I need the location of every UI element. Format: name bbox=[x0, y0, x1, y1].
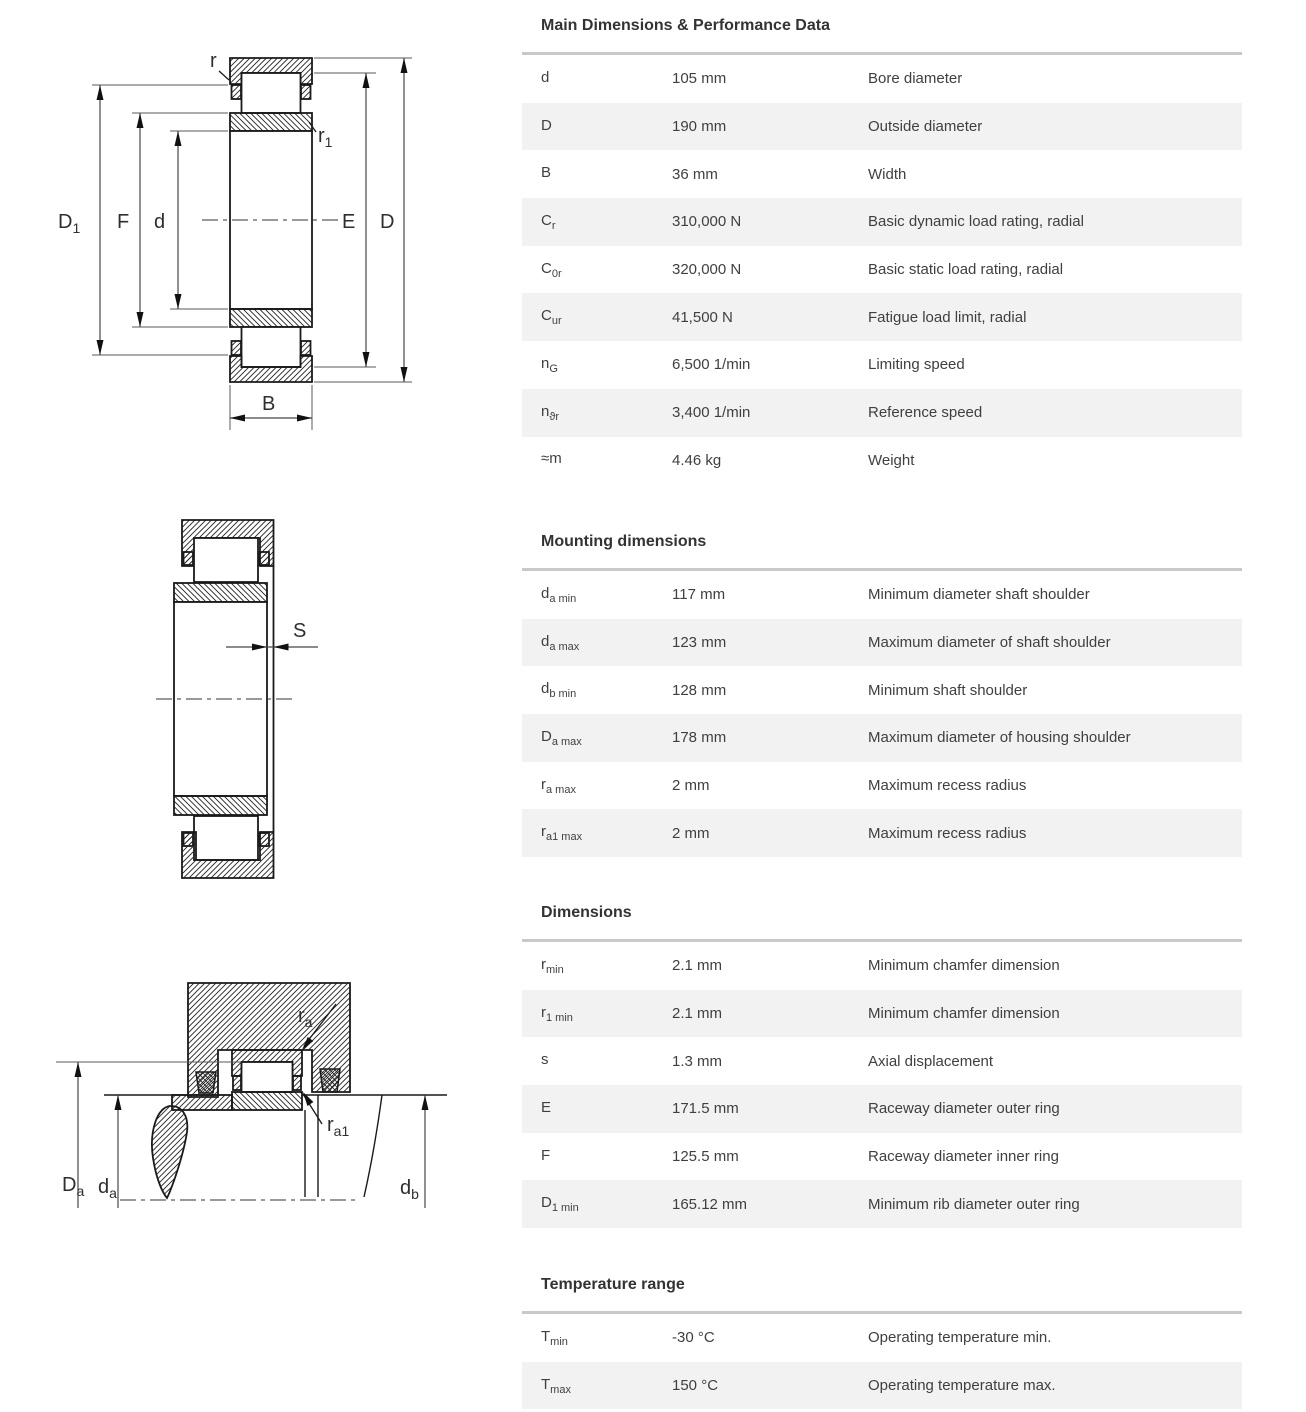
symbol-cell bbox=[541, 117, 672, 137]
value-cell: 2 mm bbox=[672, 824, 710, 842]
cage-right bbox=[293, 1076, 301, 1090]
spec-table-mounting bbox=[522, 571, 1242, 857]
description-cell: Basic static load rating, radial bbox=[868, 261, 1064, 279]
abutment-ring-left bbox=[196, 1072, 216, 1093]
table-row bbox=[522, 762, 1242, 810]
symbol-subscript: a max bbox=[549, 640, 580, 653]
symbol-subscript: 1 min bbox=[551, 1202, 579, 1215]
symbol-base: F bbox=[541, 1146, 551, 1164]
table-row bbox=[522, 1085, 1242, 1133]
dim-label-db: $d_b$ bbox=[400, 1177, 419, 1202]
description-cell: Minimum shaft shoulder bbox=[868, 681, 1028, 699]
dim-label-r1: $r_1$ bbox=[318, 125, 333, 150]
table-row bbox=[522, 942, 1242, 990]
description-cell: Bore diameter bbox=[868, 70, 963, 88]
technical-drawings bbox=[0, 0, 520, 1260]
value-cell: 1.3 mm bbox=[672, 1052, 723, 1070]
value-cell: 2.1 mm bbox=[672, 957, 723, 975]
table-row bbox=[522, 341, 1242, 389]
symbol-base: D bbox=[541, 1194, 552, 1212]
section-dimensions bbox=[522, 903, 1242, 1228]
value-cell: 171.5 mm bbox=[672, 1100, 739, 1118]
arrowhead bbox=[363, 73, 370, 88]
symbol-base: r bbox=[541, 955, 546, 973]
table-row bbox=[522, 571, 1242, 619]
table-row bbox=[522, 1180, 1242, 1228]
arrowhead bbox=[297, 415, 312, 422]
spec-table-dimensions bbox=[522, 942, 1242, 1228]
value-cell: 36 mm bbox=[672, 165, 718, 183]
value-cell: 125.5 mm bbox=[672, 1148, 739, 1166]
symbol-cell bbox=[541, 1099, 672, 1119]
symbol-cell bbox=[541, 1194, 672, 1214]
shaft-shoulder-section bbox=[172, 1095, 232, 1110]
dim-label-Da: $D_a$ bbox=[62, 1174, 85, 1199]
arrowhead bbox=[97, 85, 104, 100]
value-cell: 2 mm bbox=[672, 777, 710, 795]
dim-label-e: E bbox=[342, 211, 356, 233]
table-row bbox=[522, 809, 1242, 857]
symbol-base: r bbox=[541, 775, 546, 793]
symbol-cell bbox=[541, 450, 672, 470]
table-row bbox=[522, 198, 1242, 246]
section-title: Mounting dimensions bbox=[522, 532, 1242, 571]
mounting-diagram bbox=[56, 983, 447, 1208]
roller bbox=[242, 1062, 293, 1092]
value-cell: 4.46 kg bbox=[672, 451, 722, 469]
symbol-base: D bbox=[541, 727, 552, 745]
description-cell: Weight bbox=[868, 451, 915, 469]
dim-label-b: B bbox=[262, 393, 276, 415]
symbol-cell bbox=[541, 585, 672, 605]
symbol-subscript: min bbox=[550, 1335, 568, 1348]
roller-bottom bbox=[194, 816, 258, 860]
symbol-subscript: a max bbox=[551, 735, 582, 748]
arrowhead bbox=[363, 352, 370, 367]
section-title: Temperature range bbox=[522, 1275, 1242, 1314]
cage-right-top bbox=[301, 85, 311, 99]
dim-label-d: d bbox=[154, 211, 166, 233]
value-cell: 128 mm bbox=[672, 681, 727, 699]
symbol-base: B bbox=[541, 164, 552, 182]
symbol-subscript: ur bbox=[551, 315, 562, 328]
roller-top bbox=[194, 538, 258, 582]
table-row bbox=[522, 1314, 1242, 1362]
cage-right-bottom bbox=[301, 341, 311, 355]
symbol-base: d bbox=[541, 680, 550, 698]
description-cell: Width bbox=[868, 165, 907, 183]
inner-ring-top bbox=[174, 583, 267, 602]
table-row bbox=[522, 714, 1242, 762]
symbol-cell bbox=[541, 1004, 672, 1024]
description-cell: Outside diameter bbox=[868, 118, 983, 136]
dim-label-r: r bbox=[210, 50, 217, 72]
symbol-cell bbox=[541, 403, 672, 423]
dim-label-da: $d_a$ bbox=[98, 1176, 117, 1201]
description-cell: Reference speed bbox=[868, 404, 983, 422]
table-row bbox=[522, 293, 1242, 341]
symbol-cell bbox=[541, 1376, 672, 1396]
table-row bbox=[522, 619, 1242, 667]
description-cell: Raceway diameter inner ring bbox=[868, 1148, 1059, 1166]
symbol-base: d bbox=[541, 584, 550, 602]
value-cell: 41,500 N bbox=[672, 308, 733, 326]
arrowhead bbox=[137, 312, 144, 327]
description-cell: Fatigue load limit, radial bbox=[868, 308, 1027, 326]
symbol-base: d bbox=[541, 68, 550, 86]
shaft-profile-curve bbox=[364, 1095, 382, 1197]
section-mounting-dimensions bbox=[522, 532, 1242, 857]
table-row bbox=[522, 666, 1242, 714]
symbol-cell bbox=[541, 355, 672, 375]
symbol-subscript: G bbox=[549, 362, 558, 375]
dim-label-s: S bbox=[293, 620, 307, 642]
symbol-base: n bbox=[541, 402, 550, 420]
cage-right-top bbox=[260, 552, 270, 565]
cage-left bbox=[233, 1076, 241, 1090]
symbol-base: r bbox=[541, 1003, 546, 1021]
dim-label-D: D bbox=[380, 211, 395, 233]
arrowhead bbox=[97, 340, 104, 355]
arrowhead bbox=[175, 131, 182, 146]
inner-ring-top bbox=[230, 113, 312, 131]
table-row bbox=[522, 1362, 1242, 1410]
symbol-base: C bbox=[541, 259, 552, 277]
roller-bottom bbox=[242, 327, 301, 367]
spec-table-main bbox=[522, 55, 1242, 484]
description-cell: Axial displacement bbox=[868, 1052, 994, 1070]
description-cell: Operating temperature min. bbox=[868, 1329, 1052, 1347]
value-cell: 165.12 mm bbox=[672, 1195, 748, 1213]
value-cell: 190 mm bbox=[672, 118, 727, 136]
description-cell: Minimum diameter shaft shoulder bbox=[868, 586, 1090, 604]
section-title: Dimensions bbox=[522, 903, 1242, 942]
symbol-subscript: max bbox=[550, 1383, 571, 1396]
dim-label-ra: $r_a$ bbox=[298, 1005, 313, 1030]
symbol-subscript: r bbox=[551, 219, 556, 232]
value-cell: 3,400 1/min bbox=[672, 404, 751, 422]
arrowhead bbox=[137, 113, 144, 128]
symbol-cell bbox=[541, 1051, 672, 1071]
description-cell: Minimum chamfer dimension bbox=[868, 957, 1060, 975]
arrowhead bbox=[175, 294, 182, 309]
spec-table-temperature bbox=[522, 1314, 1242, 1409]
table-row bbox=[522, 1037, 1242, 1085]
symbol-subscript: a1 max bbox=[546, 831, 583, 844]
symbol-base: r bbox=[541, 823, 546, 841]
arrowhead bbox=[303, 1092, 313, 1106]
value-cell: 117 mm bbox=[672, 586, 726, 604]
symbol-base: d bbox=[541, 632, 550, 650]
value-cell: -30 °C bbox=[672, 1329, 715, 1347]
description-cell: Operating temperature max. bbox=[868, 1377, 1056, 1395]
section-title: Main Dimensions & Performance Data bbox=[522, 16, 1242, 55]
symbol-cell bbox=[541, 307, 672, 327]
inner-ring-bottom bbox=[174, 796, 267, 815]
symbol-base: T bbox=[541, 1375, 551, 1393]
symbol-subscript: 1 min bbox=[546, 1011, 573, 1024]
symbol-base: s bbox=[541, 1051, 549, 1069]
description-cell: Basic dynamic load rating, radial bbox=[868, 213, 1084, 231]
symbol-base: T bbox=[541, 1327, 551, 1345]
symbol-base: n bbox=[541, 354, 550, 372]
dim-label-f: F bbox=[117, 211, 130, 233]
arrowhead bbox=[422, 1095, 429, 1110]
value-cell: 150 °C bbox=[672, 1377, 719, 1395]
bearing-cross-section-diagram bbox=[58, 50, 412, 430]
abutment-ring-right bbox=[320, 1069, 340, 1092]
table-row bbox=[522, 150, 1242, 198]
symbol-subscript: min bbox=[546, 963, 564, 976]
cage-left-bottom bbox=[232, 341, 242, 355]
description-cell: Maximum recess radius bbox=[868, 777, 1027, 795]
inner-ring-bottom bbox=[230, 309, 312, 327]
table-row bbox=[522, 437, 1242, 485]
table-row bbox=[522, 389, 1242, 437]
section-main-dimensions bbox=[522, 16, 1242, 484]
symbol-base: ≈m bbox=[541, 450, 562, 468]
value-cell: 2.1 mm bbox=[672, 1005, 723, 1023]
description-cell: Limiting speed bbox=[868, 356, 965, 374]
value-cell: 320,000 N bbox=[672, 261, 742, 279]
description-cell: Maximum diameter of shaft shoulder bbox=[868, 634, 1111, 652]
arrowhead bbox=[401, 58, 408, 73]
symbol-cell bbox=[541, 212, 672, 232]
table-row bbox=[522, 103, 1242, 151]
dim-label-d1: $D_1$ bbox=[58, 211, 81, 236]
description-cell: Minimum chamfer dimension bbox=[868, 1005, 1060, 1023]
symbol-cell bbox=[541, 164, 672, 184]
symbol-cell bbox=[541, 956, 672, 976]
symbol-subscript: a min bbox=[549, 592, 577, 605]
symbol-base: C bbox=[541, 307, 552, 325]
symbol-cell bbox=[541, 823, 672, 843]
dim-label-ra1: $r_{a1}$ bbox=[327, 1114, 350, 1139]
symbol-cell bbox=[541, 633, 672, 653]
value-cell: 105 mm bbox=[672, 70, 727, 88]
symbol-cell bbox=[541, 260, 672, 280]
leader-r bbox=[219, 71, 229, 80]
symbol-subscript: 0r bbox=[551, 267, 562, 280]
cage-left-top bbox=[232, 85, 242, 99]
shaft-fillet-section bbox=[152, 1106, 187, 1198]
cage-left-top bbox=[184, 552, 194, 565]
value-cell: 310,000 N bbox=[672, 213, 742, 231]
description-cell: Raceway diameter outer ring bbox=[868, 1100, 1060, 1118]
description-cell: Minimum rib diameter outer ring bbox=[868, 1195, 1080, 1213]
symbol-cell bbox=[541, 1147, 672, 1167]
description-cell: Maximum diameter of housing shoulder bbox=[868, 729, 1131, 747]
symbol-cell bbox=[541, 680, 672, 700]
value-cell: 123 mm bbox=[672, 634, 727, 652]
symbol-subscript: ϑr bbox=[549, 410, 560, 423]
value-cell: 6,500 1/min bbox=[672, 356, 751, 374]
symbol-cell bbox=[541, 728, 672, 748]
symbol-base: C bbox=[541, 211, 552, 229]
symbol-cell bbox=[541, 1328, 672, 1348]
section-temperature-range bbox=[522, 1275, 1242, 1409]
roller-top bbox=[242, 73, 301, 113]
table-row bbox=[522, 1133, 1242, 1181]
value-cell: 178 mm bbox=[672, 729, 727, 747]
symbol-base: E bbox=[541, 1098, 552, 1116]
symbol-cell bbox=[541, 776, 672, 796]
arrowhead bbox=[75, 1062, 82, 1077]
table-row bbox=[522, 55, 1242, 103]
description-cell: Maximum recess radius bbox=[868, 824, 1027, 842]
inner-ring bbox=[232, 1092, 302, 1110]
table-row bbox=[522, 246, 1242, 294]
symbol-cell bbox=[541, 69, 672, 89]
arrowhead bbox=[230, 415, 245, 422]
symbol-subscript: b min bbox=[549, 688, 577, 701]
arrowhead bbox=[274, 644, 289, 651]
axial-displacement-diagram bbox=[156, 520, 318, 878]
symbol-subscript: a max bbox=[546, 783, 576, 796]
arrowhead bbox=[115, 1095, 122, 1110]
table-row bbox=[522, 990, 1242, 1038]
symbol-base: D bbox=[541, 116, 552, 134]
arrowhead bbox=[401, 367, 408, 382]
